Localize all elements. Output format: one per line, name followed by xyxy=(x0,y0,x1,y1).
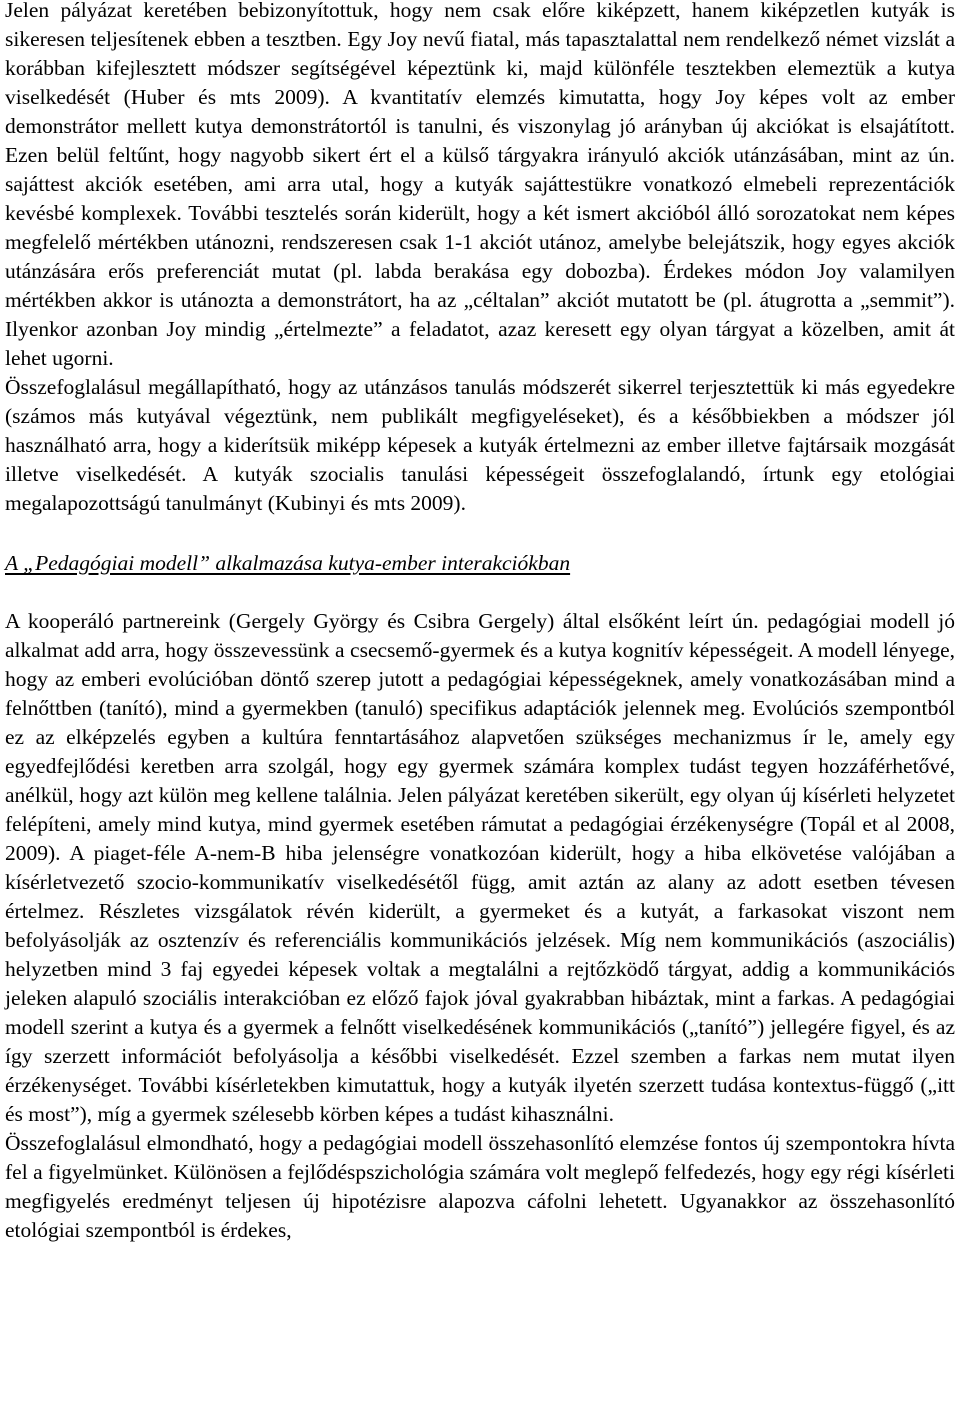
body-paragraph: Összefoglalásul elmondható, hogy a pedagógiai modell összehasonlító elemzése fontos új szempontokra hívta fel a figyelmünket. Különösen a fejlődéspszichológia számára volt meglepő felfedezés, hogy egy régi kísérleti megfigyelés eredményt teljesen új hipotézisre alapozva cáfolni lehetett. Ugyanakkor az összehasonlító etológiai szempontból is érdekes, xyxy=(5,1131,955,1242)
body-paragraph: A kooperáló partnereink (Gergely György és Csibra Gergely) által elsőként leírt ún. pedagógiai modell jó alkalmat add arra, hogy összevessünk a csecsemő-gyermek és a kutya kognitív képességeit. A modell lényege, hogy az emberi evolúcióban döntő szerep jutott a pedagógiai képességeknek, amely vonatkozásában mind a felnőttben (tanító), mind a gyermekben (tanuló) specifikus adaptációk jelennek meg. Evolúciós szempontból ez az elképzelés egyben a kultúra fenntartásához alapvetően szükséges mechanizmus ír le, amely egy egyedfejlődési keretben arra szolgál, hogy egy gyermek számára komplex tudást tegyen hozzáférhetővé, anélkül, hogy azt külön meg kellene találnia. Jelen pályázat keretében sikerült, egy olyan új kísérleti helyzetet felépíteni, amely mind kutya, mind gyermek esetében rámutat a pedagógiai érzékenységre (Topál et al 2008, 2009). A piaget-féle A-nem-B hiba jelenségre vonatkozóan kiderült, hogy a hiba elkövetése valójában a kísérletvezető szocio-kommunikatív viselkedésétől függ, amit aztán az alany az adott esetben tévesen értelmez. Részletes vizsgálatok révén kiderült, a gyermeket és a kutyát, a farkasokat viszont nem befolyásolják az osztenzív és referenciális kommunikációs jelzések. Míg nem kommunikációs (aszociális) helyzetben mind 3 faj egyedei képesek voltak a megtalálni a rejtőzködő tárgyat, addig a kommunikációs jeleken alapuló szociális interakcióban ez előző fajok jóval gyakrabban hibáztak, mint a farkas. A pedagógiai modell szerint a kutya és a gyermek a felnőtt viselkedésének kommunikációs („tanító”) jellegére figyel, és az így szerzett információt befolyásolja a későbbi viselkedését. Ezzel szemben a farkas nem mutat ilyen érzékenységet. További kísérletekben kimutattuk, hogy a kutyák ilyetén szerzett tudása kontextus-függő („itt és most”), míg a gyermek szélesebb körben képes a tudást kihasználni. xyxy=(5,609,955,1126)
section-heading: A „Pedagógiai modell” alkalmazása kutya-ember interakciókban xyxy=(5,551,571,575)
body-paragraph: Jelen pályázat keretében bebizonyítottuk, hogy nem csak előre kiképzett, hanem kiképzetlen kutyák is sikeresen teljesítenek ebben a tesztben. Egy Joy nevű fiatal, más tapasztalattal nem rendelkező német vizslát a korábban kifejlesztett módszer segítségével képeztünk ki, majd különféle tesztekben elemeztük a kutya viselkedését (Huber és mts 2009). A kvantitatív elemzés kimutatta, hogy Joy képes volt az ember demonstrátor mellett kutya demonstrátortól is tanulni, és viszonylag jó arányban új akciókat is elsajátított. Ezen belül feltűnt, hogy nagyobb sikert ért el a külső tárgyakra irányuló akciók utánzásában, mint az ún. sajáttest akciók esetében, ami arra utal, hogy a kutyák sajáttestükre vonatkozó elmebeli reprezentációk kevésbé komplexek. További tesztelés során kiderült, hogy a két ismert akcióból álló sorozatokat nem képes megfelelő mértékben utánozni, rendszeresen csak 1-1 akciót utánoz, amelybe belejátszik, hogy egyes akciók utánzására erős preferenciát mutat (pl. labda berakása egy dobozba). Érdekes módon Joy valamilyen mértékben akkor is utánozta a demonstrátort, ha az „céltalan” akciót mutatott be (pl. átugrotta a „semmit”). Ilyenkor azonban Joy mindig „értelmezte” a feladatot, azaz keresett egy olyan tárgyat a közelben, amit át lehet ugorni. xyxy=(5,0,955,370)
body-paragraph: Összefoglalásul megállapítható, hogy az utánzásos tanulás módszerét sikerrel terjesztettük ki más egyedekre (számos más kutyával végeztünk, nem publikált megfigyeléseket), és a későbbiekben a módszer jól használható arra, hogy a kiderítsük miképp képesek a kutyák értelmezni az ember illetve fajtársaik mozgását illetve viselkedését. A kutyák szocialis tanulási képességeit összefoglalandó, írtunk egy etológiai megalapozottságú tanulmányt (Kubinyi és mts 2009). xyxy=(5,375,955,515)
document-page xyxy=(5,0,955,1245)
